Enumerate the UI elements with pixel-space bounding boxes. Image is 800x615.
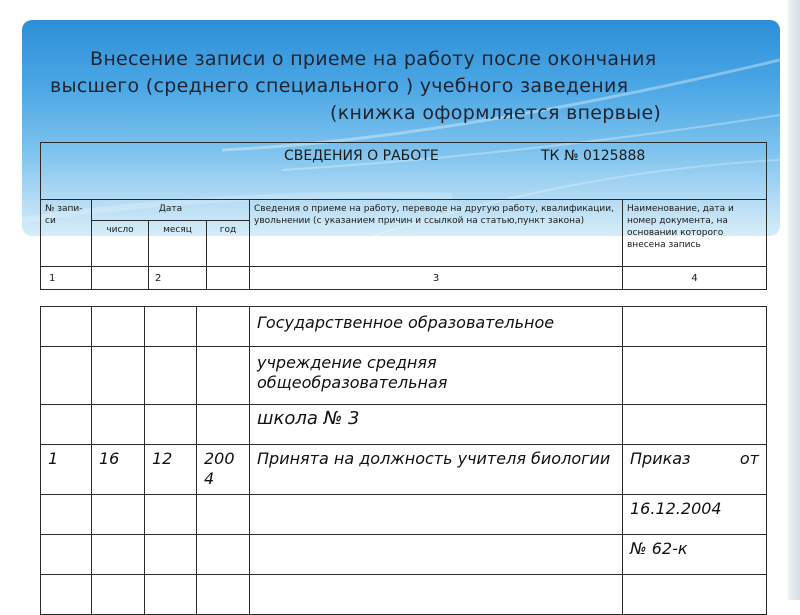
- record-year: 2004: [197, 445, 250, 495]
- table-row: [41, 445, 767, 495]
- records-table: [40, 306, 767, 615]
- record-month: 12: [145, 445, 197, 495]
- header-table: [40, 142, 767, 290]
- num-col-4: 4: [623, 267, 767, 290]
- record-info: Государственное образовательное: [250, 307, 623, 347]
- book-number: ТК № 0125888: [541, 148, 646, 164]
- table-row: [41, 535, 767, 575]
- doc-order-label: Приказ: [630, 449, 691, 468]
- slide-edge: [788, 0, 800, 600]
- record-number: 1: [41, 445, 92, 495]
- section-title-cell: [41, 143, 767, 200]
- record-info: школа № 3: [250, 405, 623, 445]
- num-col-3: 3: [250, 267, 623, 290]
- record-info: учреждение средняя общеобразовательная: [250, 347, 623, 405]
- col-doc: Наименование, дата и номер документа, на основании которого внесена запись: [623, 200, 767, 267]
- section-title: СВЕДЕНИЯ О РАБОТЕ: [284, 148, 439, 164]
- col-date: Дата: [92, 200, 250, 221]
- doc-date: 16.12.2004: [623, 495, 767, 535]
- col-month: месяц: [149, 221, 207, 267]
- record-info: Принята на должность учителя биологии: [250, 445, 623, 495]
- num-col-2: 2: [149, 267, 207, 290]
- table-row: [41, 495, 767, 535]
- table-row: [41, 575, 767, 615]
- doc-order-from: от: [739, 449, 759, 468]
- slide-title: [50, 46, 750, 127]
- title-line-1: Внесение записи о приеме на работу после окончания: [90, 48, 657, 70]
- table-row: [41, 405, 767, 445]
- col-info: Сведения о приеме на работу, переводе на другую работу, квалификации, увольнении (с указанием причин и ссылкой на статью,пункт закона): [250, 200, 623, 267]
- table-row: [41, 307, 767, 347]
- doc-number: № 62-к: [623, 535, 767, 575]
- col-day: число: [92, 221, 149, 267]
- table-row: [41, 347, 767, 405]
- record-doc: [623, 445, 767, 495]
- col-record-no: № запи-си: [41, 200, 92, 267]
- num-col-1: 1: [41, 267, 92, 290]
- record-day: 16: [92, 445, 145, 495]
- title-line-3: (книжка оформляется впервые): [330, 102, 662, 124]
- title-line-2: высшего (среднего специального ) учебного заведения: [50, 75, 629, 97]
- col-year: год: [207, 221, 250, 267]
